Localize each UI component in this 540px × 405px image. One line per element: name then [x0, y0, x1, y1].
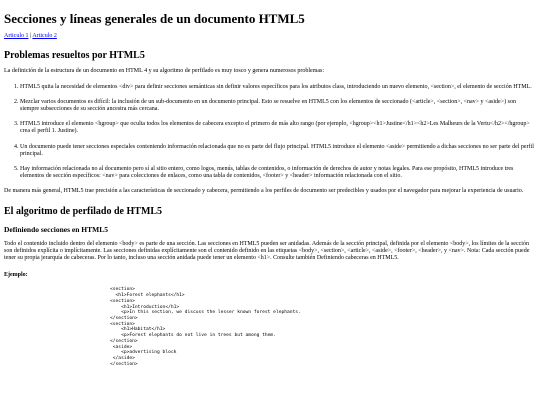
intro-paragraph: La definición de la estructura de un documento en HTML 4 y su algoritmo de perfilado es muy tosco y genera numerosos problemas:	[4, 68, 325, 75]
nav-link-articulo-2[interactable]: Articulo 2	[32, 33, 57, 40]
subheading-definiendo-secciones: Definiendo secciones en HTML5	[4, 224, 108, 234]
list-item: 2. Mezclar varios documentos es difícil: la inclusión de un sub-documento en un documento principal. Esto se resuelve en HTML5 con los elementos de seccionado (<article>, <section>, <nav> y <aside>) son siempre subsecciones de su sección ancestra más cercana.	[20, 99, 536, 113]
page-title: Secciones y líneas generales de un documento HTML5	[4, 11, 305, 26]
section-heading-problemas: Problemas resueltos por HTML5	[4, 50, 145, 62]
list-item: 3. HTML5 introduce el elemento <hgroup> que oculta todos los elementos de cabecera excepto el primero de más alto rango (por ejemplo, <hgroup><h1>Justine</h1><h2>Les Malheurs de la Vertu</h2></hgroup> crea el perfil 1. Justine).	[20, 121, 536, 135]
list-item: 5. Hay información relacionada no al documento pero sí al sitio entero, como logos, menús, tablas de contenidos, o información de derechos de autor y notas legales. Para ese propósito, HTML5 introduce tres elementos de sección específicos: <nav> para colecciones de enlaces, como una tabla de contenidos, <footer> y <header> información relacionada con el sitio.	[20, 166, 536, 180]
nav-separator: |	[28, 33, 33, 40]
list-item: 4. Un documento puede tener secciones especiales conteniendo información relacionada que no es parte del flujo principal. HTML5 introduce el elemento <aside> permitiendo a dichas secciones no ser parte del perfil principal.	[20, 144, 536, 158]
nav-link-articulo-1[interactable]: Articulo 1	[4, 33, 29, 40]
problems-list	[4, 84, 536, 181]
list-item: 1. HTML5 quita la necesidad de elementos <div> para definir secciones semánticas sin definir valores específicos para los atributos class, introduciendo un nuevo elemento, <section>, el elemento de sección HTML.	[20, 84, 536, 91]
section-heading-algoritmo: El algoritmo de perfilado de HTML5	[4, 205, 163, 217]
closing-paragraph: De manera más general, HTML5 trae precisión a las características de seccionado y cabecera, permitiendo a los perfiles de documento ser predecibles y usados por el navegador para mejorar la experiencia de usuario.	[4, 188, 524, 195]
sections-paragraph: Todo el contenido incluido dentro del elemento <body> es parte de una sección. Las secciones en HTML5 pueden ser anidadas. Además de la sección principal, definida por el elemento <body>, los límites de la sección son definidos explícita o implícitamente. Las secciones definidas explícitamente son el contenido definido en las etiquetas <body>, <section>, <article>, <aside>, <footer>, <header>, y <nav>. Nota: Cada sección puede tener su propia jerarquía de cabeceras. Por lo tanto, incluso una sección anidada puede tener un elemento <h1>. Consulte también Definiendo cabeceras en HTML5.	[4, 240, 530, 261]
article-nav	[4, 33, 536, 40]
example-label: Ejemplo:	[4, 272, 28, 279]
code-example: <section> <h1>Forest elephants</h1> <section> <h1>Introduction</h1> <p>In this section, we discuss the lesser known forest elephants. </section> <section> <h1>Habitat</h1> <p>Forest elephants do not live in trees but among them. </section> <aside> <p>advertising block </aside> </section>	[110, 287, 301, 367]
